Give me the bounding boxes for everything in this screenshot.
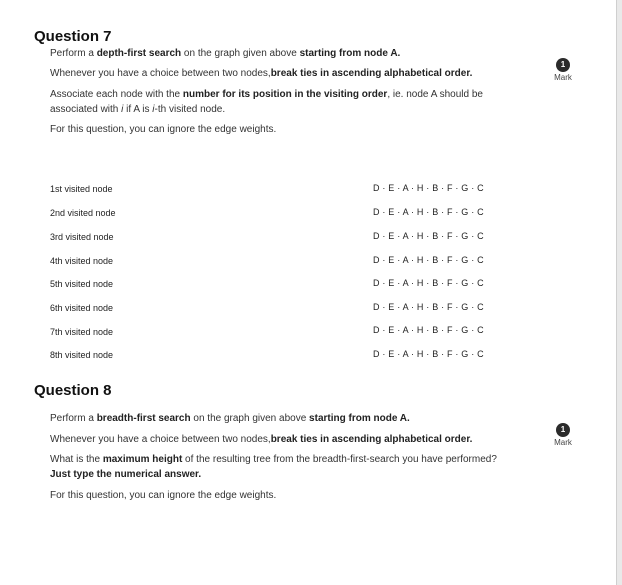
q7-instruction-1: Perform a depth-first search on the graph given above starting from node A. <box>50 48 401 59</box>
q7-row-options-7[interactable]: D · E · A · H · B · F · G · C <box>373 325 484 335</box>
question-7-title: Question 7 <box>34 28 112 45</box>
q7-row-label-3: 3rd visited node <box>50 232 114 242</box>
mark-label: Mark <box>554 438 572 447</box>
q8-instruction-4: Just type the numerical answer. <box>50 469 202 480</box>
q7-row-options-3[interactable]: D · E · A · H · B · F · G · C <box>373 231 484 241</box>
q7-row-label-5: 5th visited node <box>50 279 114 289</box>
mark-badge: 1 <box>556 423 570 437</box>
q8-instruction-2: Whenever you have a choice between two nodes,break ties in ascending alphabetical order. <box>50 434 473 445</box>
question-8-title: Question 8 <box>34 382 112 399</box>
q7-instruction-3: Associate each node with the number for its position in the visiting order, ie. node A should be <box>50 89 483 100</box>
q7-row-label-7: 7th visited node <box>50 327 114 337</box>
q7-row-label-4: 4th visited node <box>50 256 114 266</box>
mark-label: Mark <box>554 73 572 82</box>
q7-row-options-2[interactable]: D · E · A · H · B · F · G · C <box>373 207 484 217</box>
q7-row-options-6[interactable]: D · E · A · H · B · F · G · C <box>373 302 484 312</box>
q8-mark <box>551 423 575 447</box>
q7-row-label-2: 2nd visited node <box>50 208 116 218</box>
q7-instruction-4: associated with i if A is i-th visited node. <box>50 104 226 115</box>
q7-row-label-8: 8th visited node <box>50 350 114 360</box>
q7-row-label-6: 6th visited node <box>50 303 114 313</box>
q7-row-options-8[interactable]: D · E · A · H · B · F · G · C <box>373 349 484 359</box>
q7-row-options-5[interactable]: D · E · A · H · B · F · G · C <box>373 278 484 288</box>
q7-row-label-1: 1st visited node <box>50 184 113 194</box>
q7-mark <box>551 58 575 82</box>
q8-instruction-1: Perform a breadth-first search on the graph given above starting from node A. <box>50 413 410 424</box>
mark-badge: 1 <box>556 58 570 72</box>
q7-row-options-4[interactable]: D · E · A · H · B · F · G · C <box>373 255 484 265</box>
q7-instruction-2: Whenever you have a choice between two nodes,break ties in ascending alphabetical order. <box>50 68 473 79</box>
q7-row-options-1[interactable]: D · E · A · H · B · F · G · C <box>373 183 484 193</box>
q8-instruction-5: For this question, you can ignore the edge weights. <box>50 490 277 501</box>
q7-instruction-5: For this question, you can ignore the edge weights. <box>50 124 277 135</box>
page-edge <box>616 0 622 585</box>
q8-instruction-3: What is the maximum height of the resulting tree from the breadth-first-search you have performed? <box>50 454 497 465</box>
